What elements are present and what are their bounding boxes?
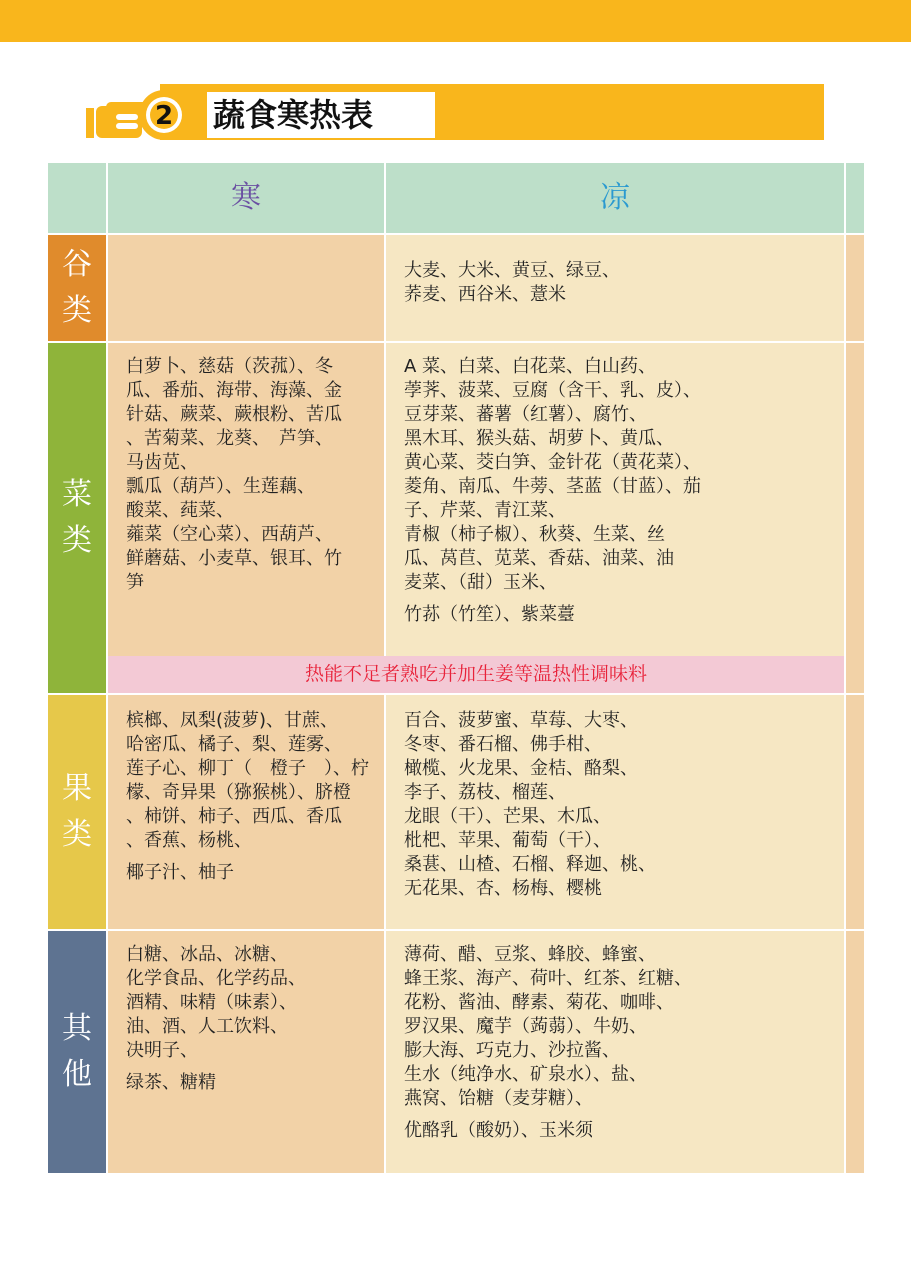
- food-line: 酸菜、莼菜、: [126, 500, 234, 521]
- food-line: 蜂王浆、海产、荷叶、红茶、红糖、: [404, 968, 692, 989]
- food-line: 笋: [126, 572, 144, 593]
- food-line: 燕窝、饴糖（麦芽糖）、: [404, 1088, 593, 1109]
- food-line: 蕹菜（空心菜）、西葫芦、: [126, 524, 333, 545]
- food-line: 荞麦、西谷米、薏米: [404, 284, 566, 305]
- category-other: [48, 931, 106, 1173]
- food-line: 龙眼（干）、芒果、木瓜、: [404, 806, 611, 827]
- food-line: 花粉、酱油、酵素、菊花、咖啡、: [404, 992, 674, 1013]
- food-line: 针菇、蕨菜、蕨根粉、苦瓜: [126, 404, 342, 425]
- food-line: 檬、奇异果（猕猴桃）、脐橙: [126, 782, 351, 803]
- food-line: 槟榔、凤梨(菠萝)、甘蔗、: [126, 710, 339, 731]
- food-line: 薄荷、醋、豆浆、蜂胶、蜂蜜、: [404, 944, 656, 965]
- food-line: 菱角、南瓜、牛蒡、茎蓝（甘蓝）、茄: [404, 476, 701, 497]
- food-line: A 菜、白菜、白花菜、白山药、: [404, 356, 657, 377]
- cool-cell-grain: [386, 235, 844, 341]
- category-label: [48, 472, 106, 564]
- section-number: 2: [154, 101, 174, 131]
- category-grain: [48, 235, 106, 341]
- cool-cell-other: [386, 931, 844, 1173]
- food-line: 、柿饼、柿子、西瓜、香瓜: [126, 806, 342, 827]
- food-line: 李子、荔枝、榴莲、: [404, 782, 566, 803]
- food-line: 冬枣、番石榴、佛手柑、: [404, 734, 602, 755]
- category-text: 谷 类: [62, 247, 92, 328]
- header-corner: [48, 163, 106, 233]
- food-line: 哈密瓜、橘子、梨、莲雾、: [126, 734, 342, 755]
- food-line: 油、酒、人工饮料、: [126, 1016, 288, 1037]
- header-edge: [846, 163, 864, 233]
- category-label: [48, 766, 106, 858]
- food-line: 、苦菊菜、龙葵、 芦笋、: [126, 428, 333, 449]
- food-line: 青椒（柿子椒）、秋葵、生菜、丝: [404, 524, 665, 545]
- cold-cell-vegetable: [108, 343, 384, 656]
- cold-cell-fruit: [108, 695, 384, 929]
- cold-cell-other: [108, 931, 384, 1173]
- food-line: 瓜、莴苣、苋菜、香菇、油菜、油: [404, 548, 674, 569]
- edge-cell: [846, 235, 864, 341]
- food-line: 绿茶、糖精: [126, 1072, 216, 1093]
- header-cold: 寒: [108, 163, 384, 233]
- food-line: 橄榄、火龙果、金桔、酪梨、: [404, 758, 638, 779]
- food-line: 马齿苋、: [126, 452, 198, 473]
- food-line: 竹荪（竹笙）、紫菜薹: [404, 604, 575, 625]
- edge-cell: [846, 343, 864, 656]
- food-line: 膨大海、巧克力、沙拉酱、: [404, 1040, 620, 1061]
- category-text: 果 类: [62, 771, 92, 852]
- food-line: 黑木耳、猴头菇、胡萝卜、黄瓜、: [404, 428, 674, 449]
- food-line: 生水（纯净水、矿泉水）、盐、: [404, 1064, 647, 1085]
- top-banner: [0, 0, 911, 42]
- food-line: 桑葚、山楂、石榴、释迦、桃、: [404, 854, 656, 875]
- food-line: 罗汉果、魔芋（蒟蒻）、牛奶、: [404, 1016, 647, 1037]
- food-line: 、香蕉、杨桃、: [126, 830, 252, 851]
- food-line: 瓜、番茄、海带、海藻、金: [126, 380, 342, 401]
- food-line: 瓢瓜（葫芦）、生莲藕、: [126, 476, 315, 497]
- food-line: 椰子汁、柚子: [126, 862, 234, 883]
- food-line: 豆芽菜、蕃薯（红薯）、腐竹、: [404, 404, 647, 425]
- page-title: 蔬食寒热表: [207, 92, 435, 138]
- edge-cell: [846, 931, 864, 1173]
- food-line: 优酪乳（酸奶）、玉米须: [404, 1120, 593, 1141]
- category-text: 菜 类: [62, 477, 92, 558]
- edge-cell: [846, 695, 864, 929]
- food-temperature-table: [48, 163, 864, 1173]
- category-label: [48, 242, 106, 334]
- category-label: [48, 1006, 106, 1098]
- food-line: 莲子心、柳丁（ 橙子 ）、柠: [126, 758, 369, 779]
- category-fruit: [48, 695, 106, 929]
- food-line: 化学食品、化学药品、: [126, 968, 306, 989]
- cool-cell-fruit: [386, 695, 844, 929]
- header-cool: 凉: [386, 163, 844, 233]
- food-line: 百合、菠萝蜜、草莓、大枣、: [404, 710, 638, 731]
- food-line: 白萝卜、慈菇（茨菰）、冬: [126, 356, 333, 377]
- food-line: 白糖、冰品、冰糖、: [126, 944, 288, 965]
- food-line: 决明子、: [126, 1040, 198, 1061]
- food-line: 子、芹菜、青江菜、: [404, 500, 566, 521]
- vegetable-note: 热能不足者熟吃并加生姜等温热性调味料: [108, 656, 844, 693]
- food-line: 枇杷、苹果、葡萄（干）、: [404, 830, 611, 851]
- cool-cell-vegetable: [386, 343, 844, 656]
- pointing-hand-icon: [86, 88, 206, 144]
- edge-cell: [846, 656, 864, 693]
- category-text: 其 他: [62, 1011, 92, 1092]
- food-line: 大麦、大米、黄豆、绿豆、: [404, 260, 620, 281]
- food-line: 无花果、杏、杨梅、樱桃: [404, 878, 602, 899]
- food-line: 鲜蘑菇、小麦草、银耳、竹: [126, 548, 342, 569]
- food-line: 酒精、味精（味素）、: [126, 992, 297, 1013]
- food-line: 麦菜、（甜）玉米、: [404, 572, 557, 593]
- food-line: 黄心菜、茭白笋、金针花（黄花菜）、: [404, 452, 701, 473]
- food-line: 荸荠、菠菜、豆腐（含干、乳、皮）、: [404, 380, 701, 401]
- cold-cell-grain: [108, 235, 384, 341]
- category-vegetable: [48, 343, 106, 693]
